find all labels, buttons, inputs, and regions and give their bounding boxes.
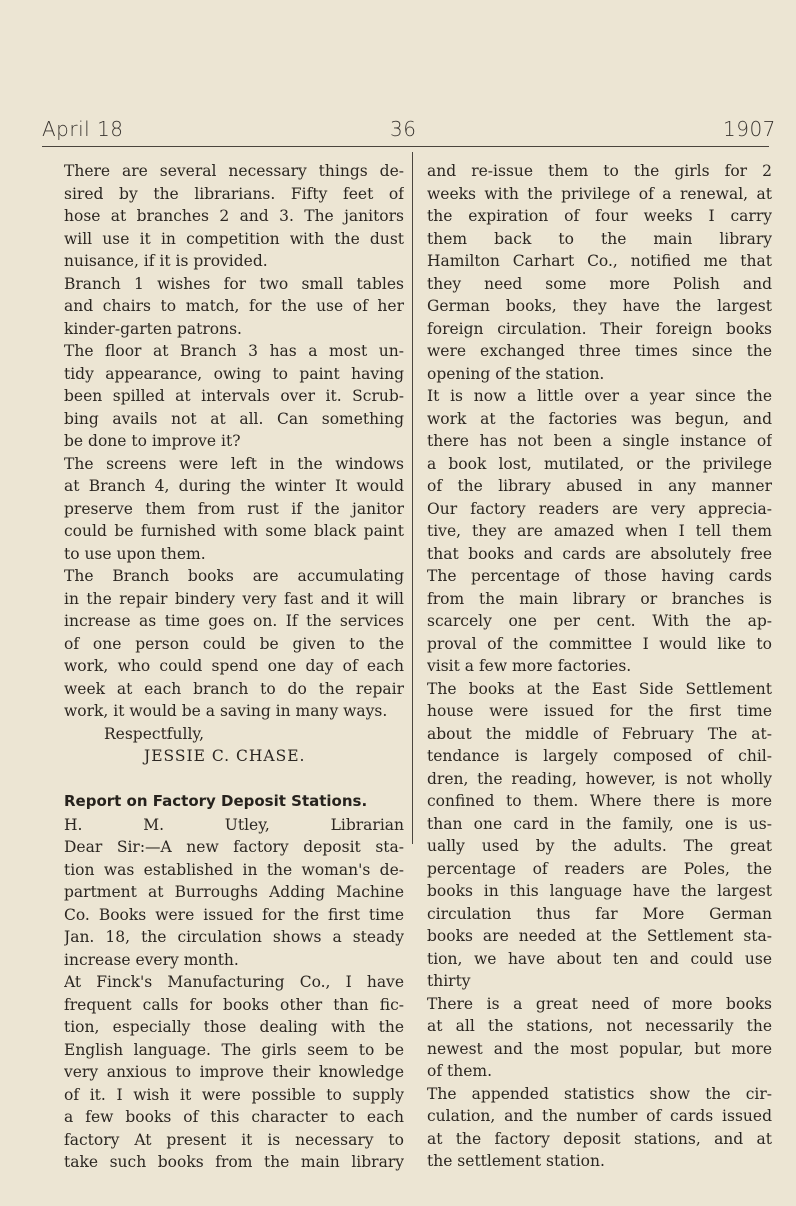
page-number: 36 bbox=[390, 117, 417, 141]
header-rule bbox=[42, 146, 769, 147]
text-line: tive, they are amazed when I tell them bbox=[427, 522, 772, 540]
text-line: in the repair bindery very fast and it will bbox=[64, 589, 404, 608]
text-line: Branch 1 wishes for two small tables bbox=[64, 274, 404, 293]
text-line: sired by the librarians. Fifty feet of bbox=[64, 184, 404, 203]
text-line: work at the factories was begun, and bbox=[427, 409, 772, 428]
text-line: them back to the main library bbox=[427, 229, 772, 248]
report-text bbox=[64, 814, 404, 1174]
text-line: hose at branches 2 and 3. The janitors bbox=[64, 207, 404, 225]
text-line: and re-issue them to the girls for 2 bbox=[427, 162, 772, 180]
text-line: Jan. 18, the circulation shows a steady bbox=[64, 928, 404, 946]
text-line: at all the stations, not necessarily the bbox=[427, 1017, 772, 1035]
text-line: kinder-garten patrons. bbox=[64, 319, 242, 338]
text-line: from the main library or branches is bbox=[427, 589, 772, 608]
text-line: The floor at Branch 3 has a most un- bbox=[64, 342, 404, 360]
text-line: than one card in the family, one is us- bbox=[427, 814, 772, 833]
text-line: The Branch books are accumulating bbox=[64, 567, 404, 585]
text-line: visit a few more factories. bbox=[427, 657, 632, 675]
text-line: opening of the station. bbox=[427, 364, 605, 383]
text-line: tion, especially those dealing with the bbox=[64, 1018, 404, 1036]
text-line: increase as time goes on. If the services bbox=[64, 612, 404, 630]
text-line: German books, they have the largest bbox=[427, 297, 772, 315]
text-line: ually used by the adults. The great bbox=[427, 837, 772, 855]
running-header bbox=[0, 117, 796, 147]
text-line: The appended statistics show the cir- bbox=[427, 1084, 772, 1103]
column-divider bbox=[412, 152, 413, 844]
text-line: there has not been a single instance of bbox=[427, 432, 772, 450]
text-line: be done to improve it? bbox=[64, 432, 241, 450]
left-column bbox=[64, 160, 404, 1174]
text-line: It is now a little over a year since the bbox=[427, 387, 772, 405]
text-line: Our factory readers are very apprecia- bbox=[427, 499, 772, 518]
text-line: increase every month. bbox=[64, 950, 239, 969]
text-line: Co. Books were issued for the first time bbox=[64, 905, 404, 924]
header-date: April 18 bbox=[42, 117, 124, 141]
text-line: the settlement station. bbox=[427, 1152, 605, 1170]
text-line: at the factory deposit stations, and at bbox=[427, 1129, 772, 1148]
librarian-requests-text bbox=[64, 160, 404, 723]
text-line: frequent calls for books other than fic- bbox=[64, 995, 404, 1014]
text-line: will use it in competition with the dust bbox=[64, 229, 404, 248]
text-line: take such books from the main library bbox=[64, 1153, 404, 1171]
right-column bbox=[427, 160, 772, 1173]
text-line: the expiration of four weeks I carry bbox=[427, 207, 772, 225]
text-line: There are several necessary things de- bbox=[64, 162, 404, 180]
text-line: newest and the most popular, but more bbox=[427, 1039, 772, 1058]
text-line: to use upon them. bbox=[64, 544, 206, 563]
text-line: foreign circulation. Their foreign books bbox=[427, 319, 772, 338]
text-line: At Finck's Manufacturing Co., I have bbox=[64, 973, 404, 991]
text-line: English language. The girls seem to be bbox=[64, 1040, 404, 1059]
text-line: that books and cards are absolutely free bbox=[427, 544, 772, 563]
text-line: tidy appearance, owing to paint having bbox=[64, 364, 404, 383]
text-line: of the library abused in any manner bbox=[427, 477, 772, 495]
text-line: culation, and the number of cards issued bbox=[427, 1107, 772, 1125]
text-line: scarcely one per cent. With the ap- bbox=[427, 612, 772, 630]
text-line: partment at Burroughs Adding Machine bbox=[64, 883, 404, 901]
text-line: a book lost, mutilated, or the privilege bbox=[427, 454, 772, 473]
text-line: of one person could be given to the bbox=[64, 634, 404, 653]
text-line: a few books of this character to each bbox=[64, 1108, 404, 1126]
text-line: bing avails not at all. Can something bbox=[64, 409, 404, 428]
text-line: weeks with the privilege of a renewal, at bbox=[427, 184, 772, 203]
report-heading: Report on Factory Deposit Stations. bbox=[64, 791, 368, 810]
text-line: circulation thus far More German bbox=[427, 904, 772, 923]
text-line: tendance is largely composed of chil- bbox=[427, 747, 772, 765]
text-line: H. M. Utley, Librarian bbox=[64, 815, 404, 834]
text-line: of them. bbox=[427, 1062, 493, 1080]
text-line: could be furnished with some black paint bbox=[64, 522, 404, 540]
text-line: and chairs to match, for the use of her bbox=[64, 297, 404, 315]
text-line: about the middle of February The at- bbox=[427, 724, 772, 743]
text-line: very anxious to improve their knowledge bbox=[64, 1063, 404, 1081]
text-line: The percentage of those having cards bbox=[427, 567, 772, 585]
report-continued-text bbox=[427, 160, 772, 1173]
text-line: proval of the committee I would like to bbox=[427, 634, 772, 653]
text-line: confined to them. Where there is more bbox=[427, 792, 772, 810]
text-line: Dear Sir:—A new factory deposit sta- bbox=[64, 838, 404, 856]
text-line: house were issued for the first time bbox=[427, 702, 772, 720]
text-line: nuisance, if it is provided. bbox=[64, 252, 268, 270]
text-line: Hamilton Carhart Co., notified me that bbox=[427, 252, 772, 270]
header-year: 1907 bbox=[723, 117, 776, 141]
text-line: books in this language have the largest bbox=[427, 882, 772, 900]
text-line: tion, we have about ten and could use bbox=[427, 949, 772, 968]
closing-salutation: Respectfully, bbox=[104, 724, 205, 743]
text-line: dren, the reading, however, is not wholly bbox=[427, 769, 772, 788]
text-line: week at each branch to do the repair bbox=[64, 679, 404, 698]
text-line: at Branch 4, during the winter It would bbox=[64, 477, 404, 495]
text-line: of it. I wish it were possible to supply bbox=[64, 1085, 404, 1104]
text-line: books are needed at the Settlement sta- bbox=[427, 927, 772, 945]
text-line: been spilled at intervals over it. Scrub- bbox=[64, 387, 404, 405]
text-line: percentage of readers are Poles, the bbox=[427, 859, 772, 878]
text-line: factory At present it is necessary to bbox=[64, 1130, 404, 1149]
text-line: The books at the East Side Settlement bbox=[427, 679, 772, 698]
text-line: were exchanged three times since the bbox=[427, 342, 772, 360]
text-line: preserve them from rust if the janitor bbox=[64, 499, 404, 518]
text-line: work, who could spend one day of each bbox=[64, 657, 404, 675]
text-line: There is a great need of more books bbox=[427, 994, 772, 1013]
text-line: The screens were left in the windows bbox=[64, 454, 404, 473]
text-line: work, it would be a saving in many ways. bbox=[64, 702, 388, 720]
text-line: tion was established in the woman's de- bbox=[64, 860, 404, 879]
signature-name: JESSIE C. CHASE. bbox=[144, 747, 306, 765]
text-line: thirty bbox=[427, 972, 471, 990]
text-line: they need some more Polish and bbox=[427, 274, 772, 293]
